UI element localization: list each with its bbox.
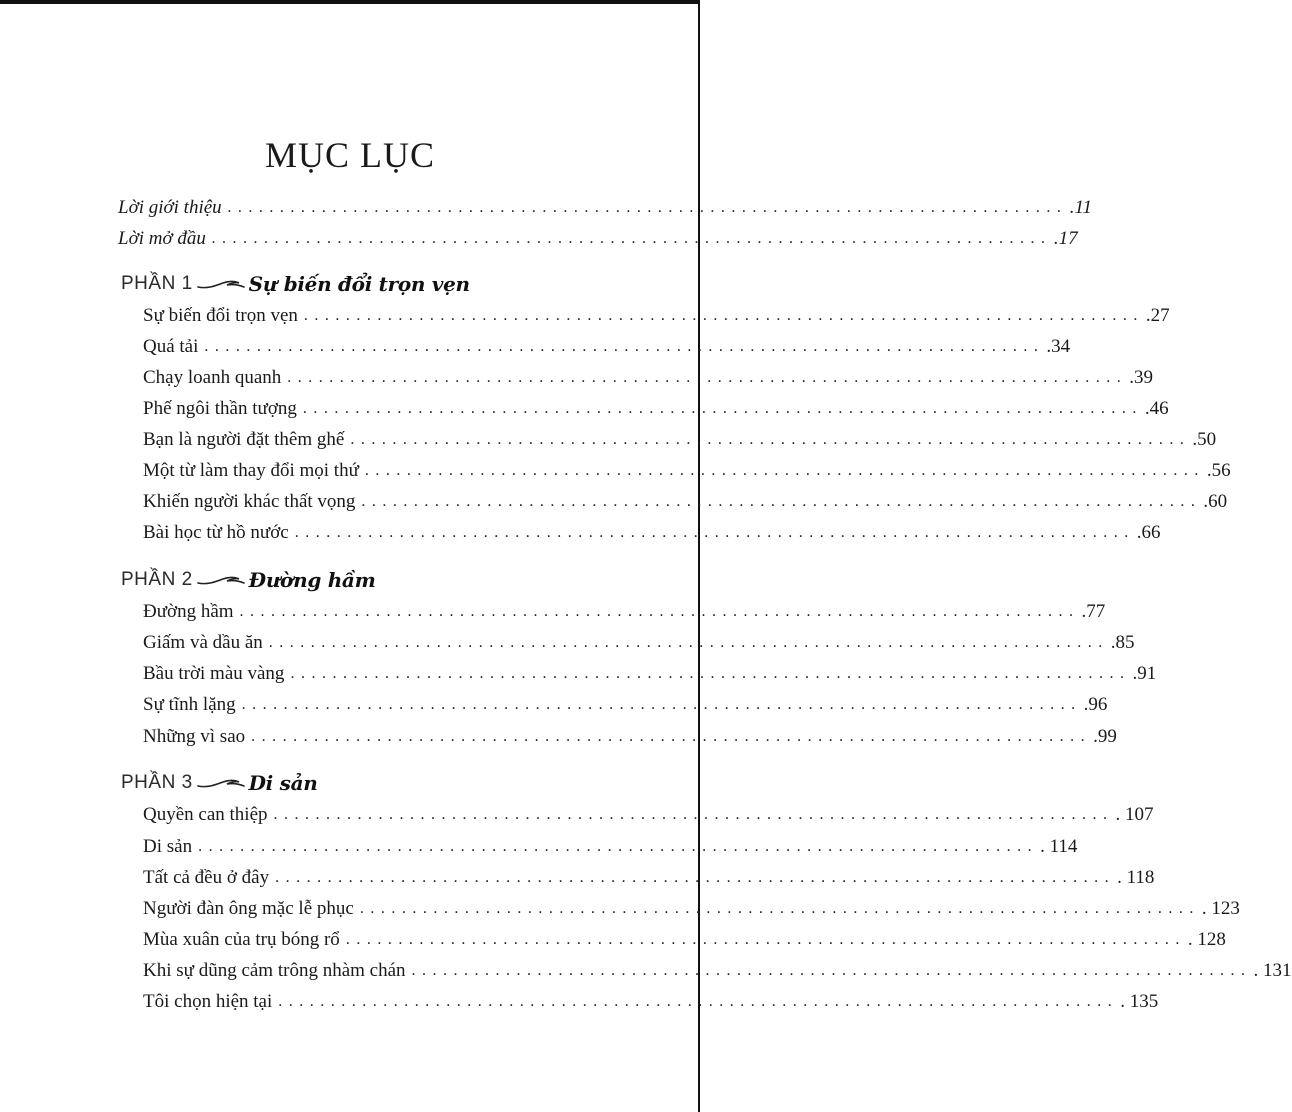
toc-entry-label: Bạn là người đặt thêm ghế bbox=[143, 429, 345, 450]
toc-entry-label: Đường hầm bbox=[143, 601, 234, 622]
dot-leader: ................................................................................ bbox=[411, 962, 1252, 979]
toc-entry-page: . 128 bbox=[1187, 929, 1226, 950]
dot-leader: ................................................................................ bbox=[345, 931, 1186, 948]
toc-entry-page: .11 bbox=[1069, 197, 1093, 218]
toc-entry[interactable] bbox=[143, 896, 1240, 922]
toc-entry-page: .77 bbox=[1081, 601, 1106, 622]
toc-entry-label: Chạy loanh quanh bbox=[143, 367, 282, 388]
toc-entry[interactable] bbox=[143, 989, 1159, 1015]
toc-entry-page: .99 bbox=[1093, 726, 1117, 747]
toc-entry-page: .27 bbox=[1145, 305, 1170, 326]
toc-entry-intro[interactable] bbox=[118, 195, 1093, 221]
toc-entry-page: .34 bbox=[1046, 336, 1071, 357]
toc-entry-label: Giấm và dầu ăn bbox=[143, 632, 263, 653]
toc-entry-label: Những vì sao bbox=[143, 726, 246, 747]
dot-leader: ................................................................................ bbox=[275, 869, 1116, 886]
toc-entry[interactable] bbox=[143, 458, 1231, 484]
toc-entry[interactable] bbox=[143, 958, 1292, 984]
part-label: PHẦN 2 bbox=[121, 569, 193, 590]
page-top-border bbox=[0, 0, 700, 4]
dot-leader: ................................................................................ bbox=[273, 806, 1114, 823]
toc-entry[interactable] bbox=[143, 834, 1078, 860]
swash-ornament-icon bbox=[197, 773, 245, 793]
toc-entry-label: Tất cả đều ở đây bbox=[143, 867, 270, 888]
toc-entry-label: Một từ làm thay đổi mọi thứ bbox=[143, 460, 359, 481]
toc-entry-page: . 123 bbox=[1201, 898, 1240, 919]
toc-entry-page: .91 bbox=[1132, 663, 1157, 684]
toc-entry[interactable] bbox=[143, 396, 1169, 422]
part-title: Sự biến đổi trọn vẹn bbox=[248, 272, 470, 296]
dot-leader: ................................................................................ bbox=[227, 199, 1068, 216]
part-title: Đường hầm bbox=[248, 568, 376, 592]
toc-entry-label: Người đàn ông mặc lễ phục bbox=[143, 898, 354, 919]
dot-leader: ................................................................................ bbox=[287, 369, 1128, 386]
toc-entry[interactable] bbox=[143, 303, 1170, 329]
toc-entry-label: Sự tĩnh lặng bbox=[143, 694, 236, 715]
toc-entry-label: Khi sự dũng cảm trông nhàm chán bbox=[143, 960, 406, 981]
toc-entry-page: .50 bbox=[1192, 429, 1217, 450]
dot-leader: ................................................................................ bbox=[359, 900, 1200, 917]
swash-ornament-icon bbox=[197, 274, 245, 294]
part-heading-1 bbox=[121, 266, 470, 302]
dot-leader: ................................................................................ bbox=[241, 696, 1082, 713]
toc-entry-page: .39 bbox=[1129, 367, 1154, 388]
toc-entry[interactable] bbox=[143, 927, 1226, 953]
toc-entry-page: . 118 bbox=[1117, 867, 1155, 888]
dot-leader: ................................................................................ bbox=[350, 431, 1191, 448]
page-title: MỤC LỤC bbox=[264, 135, 436, 176]
toc-entry-page: .66 bbox=[1136, 522, 1161, 543]
toc-entry[interactable] bbox=[143, 724, 1117, 750]
toc-entry-page: . 131 bbox=[1253, 960, 1292, 981]
toc-entry[interactable] bbox=[143, 692, 1108, 718]
dot-leader: ................................................................................ bbox=[278, 993, 1119, 1010]
dot-leader: ................................................................................ bbox=[204, 338, 1045, 355]
toc-entry-label: Mùa xuân của trụ bóng rổ bbox=[143, 929, 340, 950]
dot-leader: ................................................................................ bbox=[239, 603, 1080, 620]
toc-entry-page: .85 bbox=[1110, 632, 1135, 653]
toc-entry-label: Bầu trời màu vàng bbox=[143, 663, 285, 684]
toc-entry-page: .60 bbox=[1203, 491, 1228, 512]
toc-entry-label: Phế ngôi thần tượng bbox=[143, 398, 297, 419]
toc-entry-page: .17 bbox=[1053, 228, 1078, 249]
toc-entry-label: Quá tải bbox=[143, 336, 199, 357]
dot-leader: ................................................................................ bbox=[294, 524, 1135, 541]
toc-entry-page: .96 bbox=[1083, 694, 1108, 715]
toc-entry[interactable] bbox=[143, 865, 1155, 891]
toc-entry-page: . 107 bbox=[1115, 804, 1154, 825]
toc-entry[interactable] bbox=[143, 489, 1228, 515]
toc-entry[interactable] bbox=[143, 802, 1154, 828]
toc-entry[interactable] bbox=[143, 334, 1071, 360]
toc-entry-label: Tôi chọn hiện tại bbox=[143, 991, 273, 1012]
part-label: PHẦN 3 bbox=[121, 772, 193, 793]
dot-leader: ................................................................................ bbox=[251, 728, 1092, 745]
toc-entry[interactable] bbox=[143, 630, 1135, 656]
dot-leader: ................................................................................ bbox=[364, 462, 1205, 479]
dot-leader: ................................................................................ bbox=[302, 400, 1143, 417]
dot-leader: ................................................................................ bbox=[290, 665, 1131, 682]
toc-entry-label: Khiến người khác thất vọng bbox=[143, 491, 356, 512]
toc-entry[interactable] bbox=[143, 599, 1106, 625]
dot-leader: ................................................................................ bbox=[211, 230, 1052, 247]
toc-entry-page: . 135 bbox=[1120, 991, 1159, 1012]
toc-entry-page: .46 bbox=[1144, 398, 1169, 419]
dot-leader: ................................................................................ bbox=[268, 634, 1109, 651]
toc-entry-label: Sự biến đổi trọn vẹn bbox=[143, 305, 298, 326]
toc-entry[interactable] bbox=[143, 427, 1217, 453]
toc-entry-label: Bài học từ hồ nước bbox=[143, 522, 289, 543]
part-label: PHẦN 1 bbox=[121, 273, 193, 294]
toc-entry-page: . 114 bbox=[1040, 836, 1078, 857]
toc-entry[interactable] bbox=[143, 661, 1157, 687]
toc-entry-label: Lời mở đầu bbox=[118, 228, 206, 249]
dot-leader: ................................................................................ bbox=[198, 838, 1039, 855]
toc-entry[interactable] bbox=[143, 365, 1154, 391]
part-title: Di sản bbox=[248, 771, 318, 795]
part-heading-3 bbox=[121, 765, 318, 801]
toc-entry-label: Lời giới thiệu bbox=[118, 197, 222, 218]
toc-entry-label: Di sản bbox=[143, 836, 193, 857]
toc-entry-preface[interactable] bbox=[118, 226, 1078, 252]
part-heading-2 bbox=[121, 562, 375, 598]
toc-entry[interactable] bbox=[143, 520, 1161, 546]
dot-leader: ................................................................................ bbox=[361, 493, 1202, 510]
swash-ornament-icon bbox=[197, 570, 245, 590]
dot-leader: ................................................................................ bbox=[303, 307, 1144, 324]
toc-entry-page: .56 bbox=[1206, 460, 1231, 481]
toc-entry-label: Quyền can thiệp bbox=[143, 804, 268, 825]
